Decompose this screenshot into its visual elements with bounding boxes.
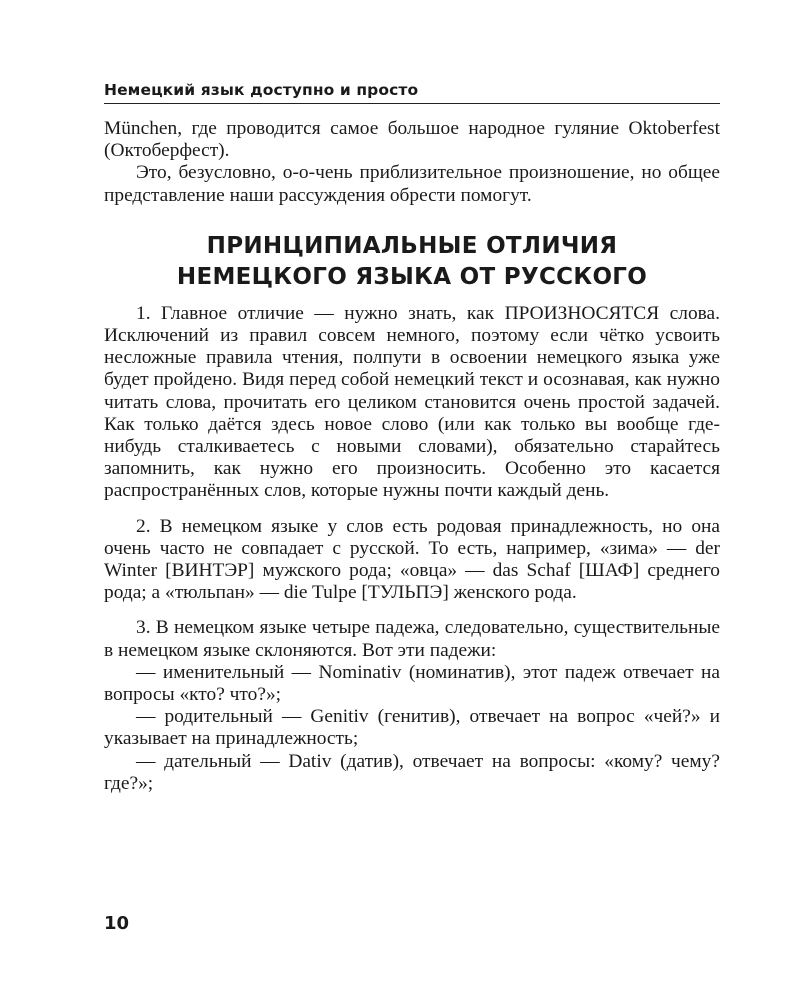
- header-rule: [104, 103, 720, 104]
- intro-paragraph-2: Это, безусловно, о-о-чень приблизительное произношение, но общее представление наши рассуждения обрести помогут.: [104, 162, 720, 206]
- case-genitiv: — родительный — Genitiv (генитив), отвечает на вопрос «чей?» и указывает на принадлежность;: [104, 706, 720, 750]
- page-body: [104, 118, 720, 795]
- running-title: Немецкий язык доступно и просто: [104, 81, 419, 99]
- section-title-line-1: ПРИНЦИПИАЛЬНЫЕ ОТЛИЧИЯ: [206, 232, 618, 259]
- paragraph-gap: [104, 503, 720, 516]
- section-title-line-2: НЕМЕЦКОГО ЯЗЫКА ОТ РУССКОГО: [176, 263, 648, 290]
- rule-paragraph-1: 1. Главное отличие — нужно знать, как ПРОИЗНОСЯТСЯ слова. Исключений из правил совсем немного, поэтому если чётко усвоить несложные правила чтения, полпути в освоении немецкого языка уже будет пройдено. Видя перед собой немецкий текст и осознавая, как нужно читать слова, прочитать его целиком становится очень простой задачей. Как только даётся здесь новое слово (или как только вы вообще где-нибудь сталкиваетесь с новыми словами), обязательно старайтесь запомнить, как нужно его произносить. Особенно это касается распространённых слов, которые нужны почти каждый день.: [104, 302, 720, 502]
- section-title: [104, 231, 720, 293]
- rule-paragraph-2: 2. В немецком языке у слов есть родовая принадлежность, но она очень часто не совпадает с русской. То есть, например, «зима» — der Winter [ВИНТЭР] мужского рода; «овца» — das Schaf [ШАФ] среднего рода; а «тюльпан» — die Tulpe [ТУЛЬПЭ] женского рода.: [104, 515, 720, 604]
- intro-paragraph-1: München, где проводится самое большое народное гуляние Oktoberfest (Октоберфест).: [104, 118, 720, 162]
- page-number: 10: [104, 913, 130, 934]
- case-nominativ: — именительный — Nominativ (номинатив), этот падеж отвечает на вопросы «кто? что?»;: [104, 661, 720, 706]
- paragraph-gap: [104, 604, 720, 617]
- rule-paragraph-3: 3. В немецком языке четыре падежа, следовательно, существительные в немецком языке склоняются. Вот эти падежи:: [104, 617, 720, 661]
- case-dativ: — дательный — Dativ (датив), отвечает на вопросы: «кому? чему? где?»;: [104, 750, 720, 794]
